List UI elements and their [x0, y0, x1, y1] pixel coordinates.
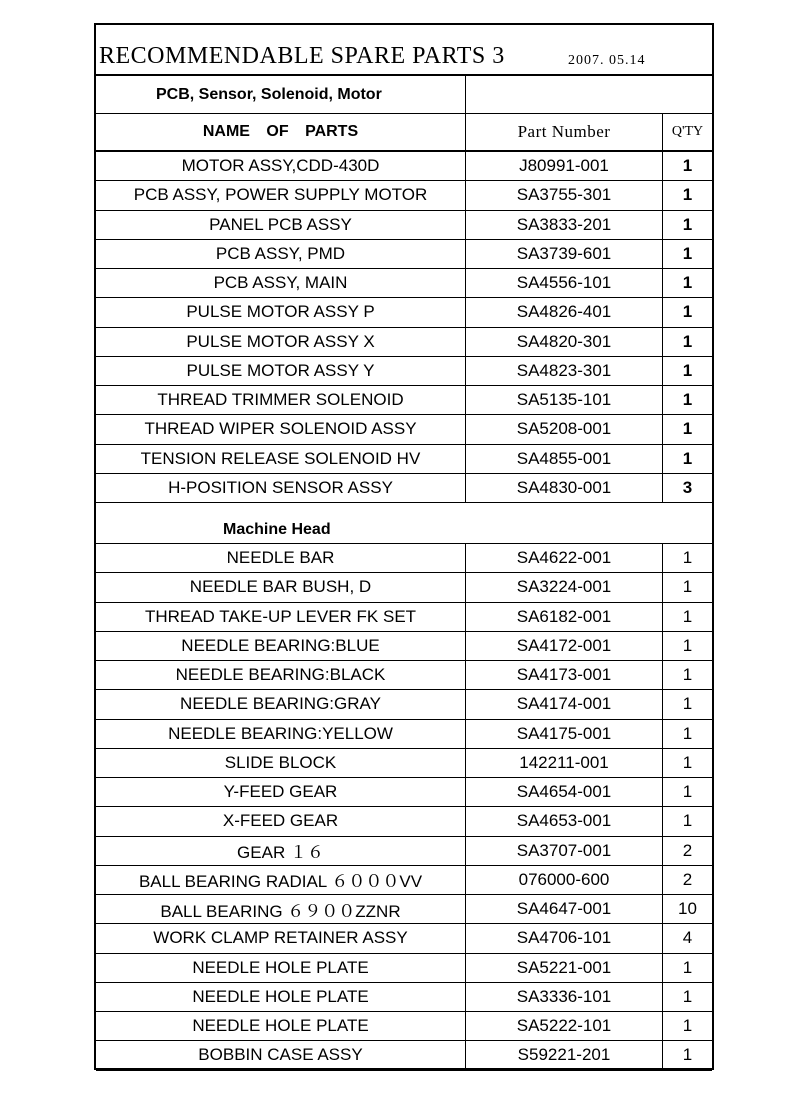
- table-row: [96, 720, 712, 749]
- part-qty: 1: [682, 548, 693, 568]
- part-number: SA4172-001: [466, 632, 663, 660]
- part-number: SA4647-001: [466, 895, 663, 923]
- part-name: GEAR １６: [96, 837, 466, 865]
- part-number: SA4823-301: [466, 357, 663, 385]
- part-qty: 3: [682, 477, 693, 497]
- table-row: [96, 445, 712, 474]
- table-row: [96, 895, 712, 924]
- part-number: SA4653-001: [466, 807, 663, 835]
- part-qty: 1: [682, 752, 693, 772]
- part-qty: 1: [682, 419, 693, 439]
- part-qty: 1: [682, 782, 693, 802]
- header-part-number: Part Number: [466, 114, 663, 150]
- part-name: BALL BEARING RADIAL ６０００VV: [96, 866, 466, 894]
- table-row: [96, 749, 712, 778]
- part-name: PULSE MOTOR ASSY Y: [96, 357, 466, 385]
- part-number: SA6182-001: [466, 603, 663, 631]
- part-qty: 1: [682, 390, 693, 410]
- part-number: SA3833-201: [466, 211, 663, 239]
- table-row: [96, 632, 712, 661]
- title-row: [96, 25, 712, 76]
- part-name: NEEDLE HOLE PLATE: [96, 1012, 466, 1040]
- table-row: [96, 603, 712, 632]
- part-name: NEEDLE BEARING:YELLOW: [96, 720, 466, 748]
- part-qty: 10: [678, 899, 697, 919]
- part-name: WORK CLAMP RETAINER ASSY: [96, 924, 466, 952]
- table-row: [96, 357, 712, 386]
- table-row: [96, 211, 712, 240]
- header-name: NAME OF PARTS: [96, 114, 466, 150]
- part-number: SA3707-001: [466, 837, 663, 865]
- part-name: NEEDLE BEARING:BLUE: [96, 632, 466, 660]
- part-number: SA5208-001: [466, 415, 663, 443]
- part-number: 076000-600: [466, 866, 663, 894]
- part-qty: 2: [682, 869, 693, 889]
- table-row: [96, 1041, 712, 1070]
- section-label: Machine Head: [223, 521, 331, 538]
- part-qty: 1: [682, 811, 693, 831]
- part-qty: 1: [682, 302, 693, 322]
- table-row: [96, 778, 712, 807]
- table-row: [96, 837, 712, 866]
- part-number: SA5221-001: [466, 954, 663, 982]
- part-name: THREAD TAKE-UP LEVER FK SET: [96, 603, 466, 631]
- table-row: [96, 474, 712, 503]
- table-row: [96, 415, 712, 444]
- part-qty: 1: [682, 723, 693, 743]
- table-row: [96, 807, 712, 836]
- table-row: [96, 983, 712, 1012]
- part-qty: 1: [682, 665, 693, 685]
- section-header-pcb: [96, 76, 712, 114]
- part-qty: 1: [682, 957, 693, 977]
- table-row: [96, 661, 712, 690]
- section-header-machine-head: [96, 503, 712, 544]
- part-qty: 1: [682, 448, 693, 468]
- table-row: [96, 573, 712, 602]
- table-row: [96, 181, 712, 210]
- part-number: SA4855-001: [466, 445, 663, 473]
- part-name: PULSE MOTOR ASSY P: [96, 298, 466, 326]
- part-qty: 1: [682, 635, 693, 655]
- part-name: SLIDE BLOCK: [96, 749, 466, 777]
- table-row: [96, 328, 712, 357]
- part-number: SA3224-001: [466, 573, 663, 601]
- part-name: THREAD TRIMMER SOLENOID: [96, 386, 466, 414]
- part-number: SA5222-101: [466, 1012, 663, 1040]
- document-date: 2007. 05.14: [568, 53, 646, 68]
- part-name: BALL BEARING ６９００ZZNR: [96, 895, 466, 923]
- part-name: MOTOR ASSY,CDD-430D: [96, 152, 466, 180]
- part-number: SA3739-601: [466, 240, 663, 268]
- part-name: NEEDLE HOLE PLATE: [96, 954, 466, 982]
- part-qty: 1: [682, 214, 693, 234]
- table-row: [96, 298, 712, 327]
- part-number: SA4820-301: [466, 328, 663, 356]
- table-row: [96, 544, 712, 573]
- part-number: SA4706-101: [466, 924, 663, 952]
- part-qty: 1: [682, 1045, 693, 1065]
- part-number: SA4830-001: [466, 474, 663, 502]
- table-row: [96, 954, 712, 983]
- part-name: NEEDLE BEARING:BLACK: [96, 661, 466, 689]
- header-qty: Q'TY: [671, 124, 704, 139]
- part-name: NEEDLE BEARING:GRAY: [96, 690, 466, 718]
- part-number: SA4173-001: [466, 661, 663, 689]
- part-number: SA4654-001: [466, 778, 663, 806]
- part-name: Y-FEED GEAR: [96, 778, 466, 806]
- page-title: RECOMMENDABLE SPARE PARTS 3: [99, 43, 505, 69]
- part-qty: 1: [682, 331, 693, 351]
- part-number: SA4175-001: [466, 720, 663, 748]
- part-name: NEEDLE BAR: [96, 544, 466, 572]
- part-qty: 1: [682, 185, 693, 205]
- part-qty: 1: [682, 577, 693, 597]
- column-header-row: [96, 114, 712, 152]
- part-number: 142211-001: [466, 749, 663, 777]
- table-row: [96, 866, 712, 895]
- part-number: S59221-201: [466, 1041, 663, 1069]
- table-row: [96, 240, 712, 269]
- table-row: [96, 924, 712, 953]
- part-qty: 1: [682, 360, 693, 380]
- part-name: PCB ASSY, POWER SUPPLY MOTOR: [96, 181, 466, 209]
- part-name: X-FEED GEAR: [96, 807, 466, 835]
- part-number: SA4826-401: [466, 298, 663, 326]
- part-number: SA4622-001: [466, 544, 663, 572]
- part-name: THREAD WIPER SOLENOID ASSY: [96, 415, 466, 443]
- part-qty: 1: [682, 606, 693, 626]
- part-name: NEEDLE BAR BUSH, D: [96, 573, 466, 601]
- part-qty: 1: [682, 694, 693, 714]
- part-qty: 1: [682, 156, 693, 176]
- part-name: PANEL PCB ASSY: [96, 211, 466, 239]
- part-name: NEEDLE HOLE PLATE: [96, 983, 466, 1011]
- part-qty: 1: [682, 273, 693, 293]
- part-number: J80991-001: [466, 152, 663, 180]
- part-name: PCB ASSY, PMD: [96, 240, 466, 268]
- section-label: PCB, Sensor, Solenoid, Motor: [96, 76, 466, 113]
- part-number: SA5135-101: [466, 386, 663, 414]
- part-name: PCB ASSY, MAIN: [96, 269, 466, 297]
- table-row: [96, 269, 712, 298]
- part-number: SA4174-001: [466, 690, 663, 718]
- part-name: BOBBIN CASE ASSY: [96, 1041, 466, 1069]
- part-qty: 1: [682, 1016, 693, 1036]
- part-qty: 1: [682, 986, 693, 1006]
- part-qty: 1: [682, 243, 693, 263]
- table-row: [96, 386, 712, 415]
- part-qty: 4: [682, 928, 693, 948]
- part-name: H-POSITION SENSOR ASSY: [96, 474, 466, 502]
- part-number: SA3336-101: [466, 983, 663, 1011]
- part-number: SA3755-301: [466, 181, 663, 209]
- table-row: [96, 690, 712, 719]
- part-number: SA4556-101: [466, 269, 663, 297]
- part-qty: 2: [682, 840, 693, 860]
- table-row: [96, 1012, 712, 1041]
- part-name: PULSE MOTOR ASSY X: [96, 328, 466, 356]
- spare-parts-sheet: [94, 23, 714, 1070]
- part-name: TENSION RELEASE SOLENOID HV: [96, 445, 466, 473]
- table-row: [96, 152, 712, 181]
